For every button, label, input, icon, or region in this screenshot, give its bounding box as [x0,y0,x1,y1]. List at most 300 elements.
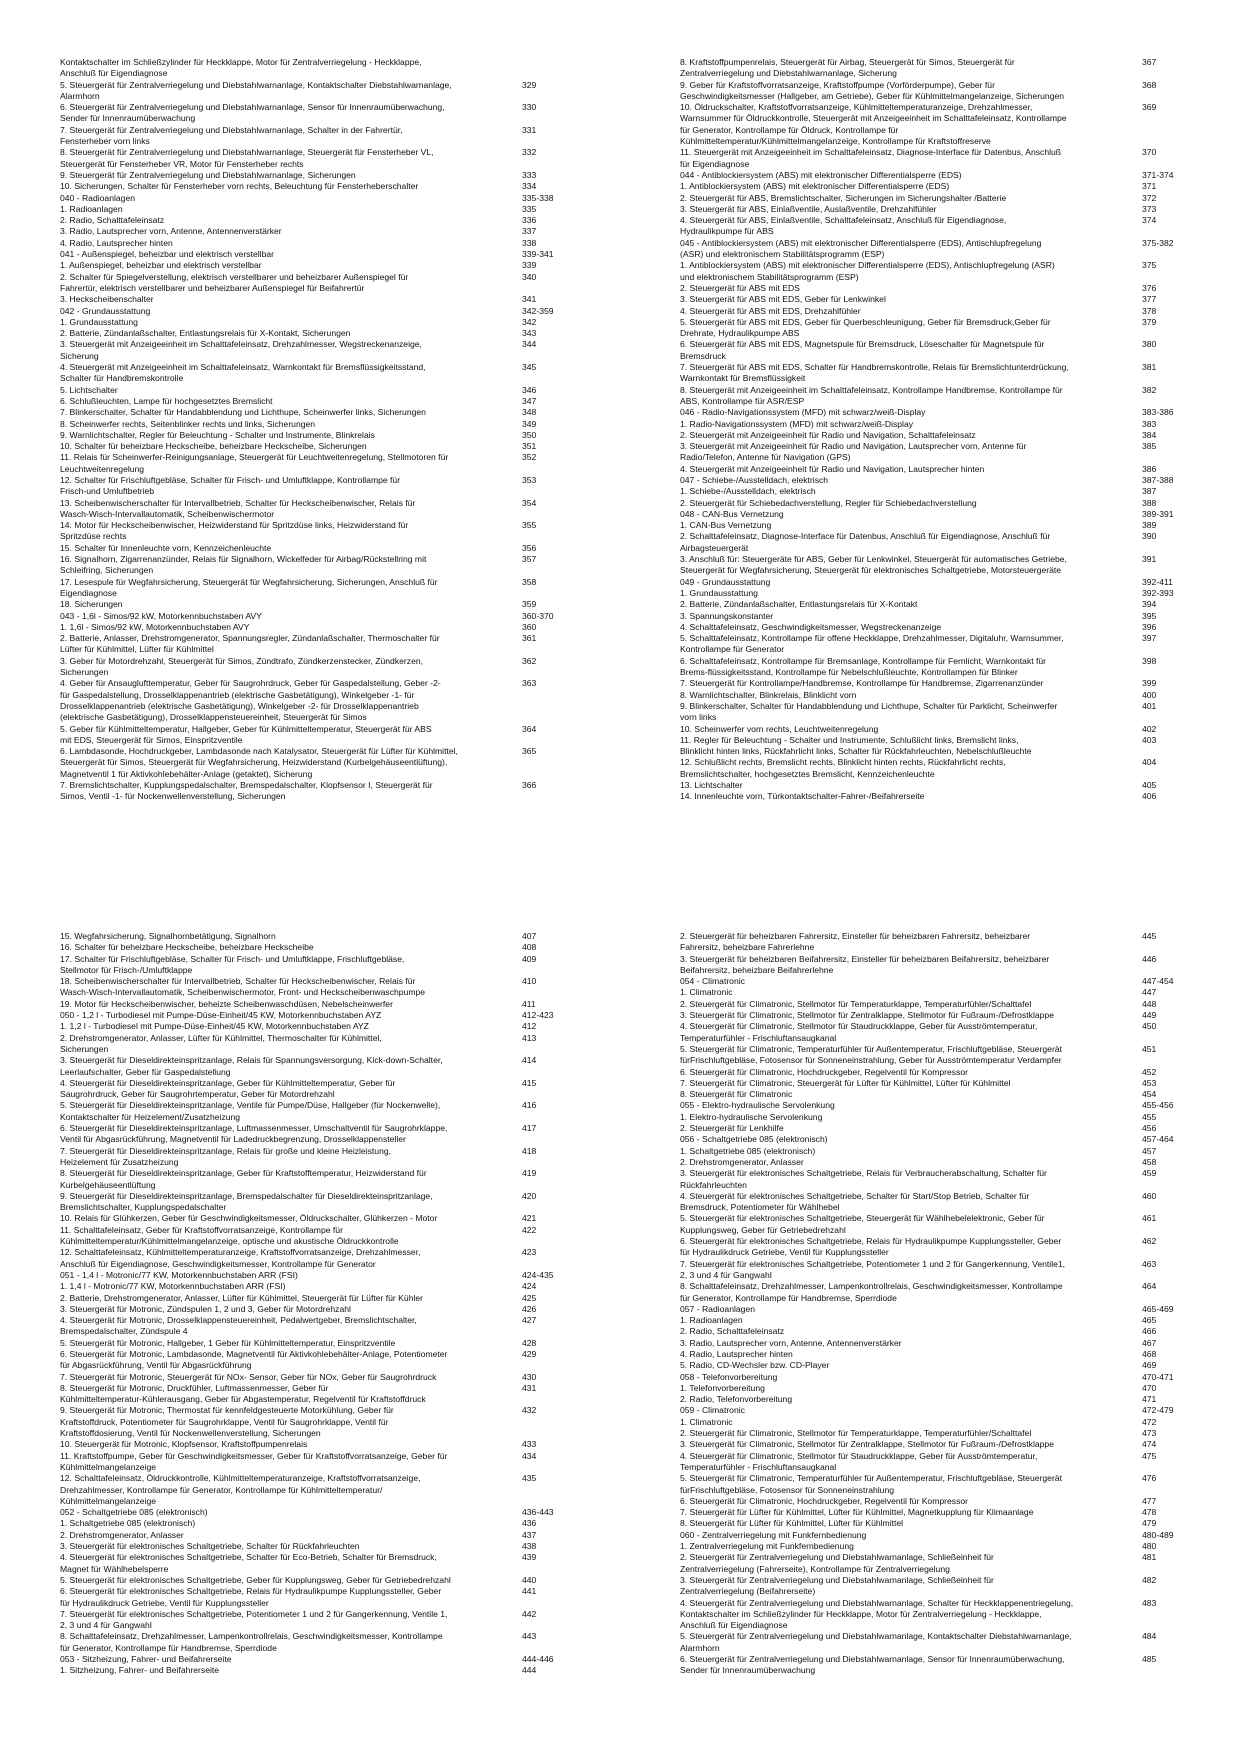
entry-text: 8. Steuergerät für Motronic, Druckfühler, Luftmassenmesser, Geber für Kühlmitteltemperatur-Kühlerausgang, Geber für Abgastemperatur, Regelventil für Kraftstoffdruck [60,1382,426,1405]
index-entry [60,339,570,362]
index-entry [680,1089,1190,1100]
entry-text: 7. Steuergerät für Climatronic, Steuergerät für Lüfter für Kühlmittel, Lüfter für Kühlmittel [680,1077,1011,1088]
entry-text: 11. Steuergerät mit Anzeigeeinheit im Schalttafeleinsatz, Diagnose-Interface für Datenbus, Anschluß für Eigendiagnose [680,147,1062,169]
entry-page-number: 439 [522,1552,537,1563]
index-entry [680,1112,1190,1123]
index-entry [680,1360,1190,1371]
index-entry [680,204,1190,215]
entry-text: 6. Steuergerät für elektronisches Schaltgetriebe, Relais für Hydraulikpumpe Kupplungssteller, Geber für Hydraulikdruck Getriebe, Ventil für Kupplungssteller [60,1586,442,1608]
entry-page-number: 387-388 [1142,474,1174,485]
entry-page-number: 484 [1142,1631,1157,1642]
entry-text: 8. Schalttafeleinsatz, Drehzahlmesser, Lampenkontrollrelais, Geschwindigkeitsmesser, Kontrollampe für Generator, Kontrollampe für Handbremse, Sperrdiode [60,1631,443,1653]
entry-page-number: 374 [1142,215,1157,226]
entry-page-number: 367 [1142,57,1157,67]
index-entry [60,1665,570,1676]
entry-page-number: 339 [522,260,537,271]
entry-page-number: 372 [1142,192,1157,203]
entry-text: 040 - Radioanlagen [60,192,136,203]
index-entry [60,1586,570,1609]
entry-text: 2. Drehstromgenerator, Anlasser [680,1156,804,1167]
index-entry [60,746,570,780]
entry-text: 5. Steuergerät für Climatronic, Temperaturfühler für Außentemperatur, Frischluftgebläse, Steuergerät fürFrischluftgebläse, Fotosensor für Sonneneinstrahlung, Geber für Ausströmtemperatur Verdampfer [680,1043,1062,1066]
index-entry [60,102,570,125]
entry-text: 14. Motor für Heckscheibenwischer, Heizwiderstand für Spritzdüse links, Heizwiderstand für Spritzdüse rechts [60,520,409,542]
entry-text: 1. Sitzheizung, Fahrer- und Beifahrerseite [60,1665,220,1676]
index-entry [60,942,570,953]
entry-text: 041 - Außenspiegel, beheizbar und elektrisch verstellbar [60,249,275,260]
index-entry [680,475,1190,486]
entry-page-number: 347 [522,395,537,406]
index-entry [680,611,1190,622]
entry-page-number: 450 [1142,1021,1157,1032]
entry-text: 050 - 1,2 l - Turbodiesel mit Pumpe-Düse-Einheit/45 KW, Motorkennbuchstaben AYZ [60,1010,382,1021]
index-entry [680,1394,1190,1405]
index-entry [60,1349,570,1372]
index-entry [60,272,570,295]
entry-text: 6. Steuergerät für Zentralverriegelung und Diebstahlwarnanlage, Sensor für Innenraumüberwachung, Sender für Innenraumüberwachung [680,1654,1065,1676]
index-entry [680,577,1190,588]
entry-page-number: 338 [522,237,537,248]
entry-text: 5. Steuergerät für Motronic, Hallgeber, 1 Geber für Kühlmitteltemperatur, Einspritzventile [60,1337,396,1348]
entry-page-number: 368 [1142,79,1157,90]
index-entry [680,1417,1190,1428]
entry-page-number: 371 [1142,181,1157,192]
entry-page-number: 413 [522,1032,537,1043]
entry-text: 2. Steuergerät für Schiebedachverstellung, Regler für Schiebedachverstellung [680,497,977,508]
index-entry [60,543,570,554]
entry-text: 5. Steuergerät für Dieseldirekteinspritzanlage, Ventile für Pumpe/Düse, Hallgeber (für Nockenwelle), Kontaktschalter für Heizelement/Zusatzheizung [60,1100,441,1122]
entry-text: 10. Relais für Glühkerzen, Geber für Geschwindigkeitsmesser, Öldruckschalter, Glühkerzen - Motor [60,1213,438,1224]
entry-page-number: 376 [1142,282,1157,293]
index-entry [60,1507,570,1518]
entry-text: 14. Innenleuchte vorn, Türkontaktschalter-Fahrer-/Beifahrerseite [680,791,925,802]
index-entry [60,1405,570,1439]
entry-page-number: 477 [1142,1495,1157,1506]
entry-page-number: 389 [1142,520,1157,531]
entry-text: 1. Climatronic [680,1416,733,1427]
entry-text: 046 - Radio-Navigationssystem (MFD) mit schwarz/weiß-Display [680,407,926,418]
entry-text: 2. Batterie, Zündanlaßschalter, Entlastungsrelais für X-Kontakt, Sicherungen [60,328,351,339]
index-entry [60,1021,570,1032]
entry-page-number: 358 [522,576,537,587]
entry-page-number: 391 [1142,554,1157,565]
entry-page-number: 408 [522,942,537,953]
entry-page-number: 380 [1142,339,1157,350]
entry-page-number: 464 [1142,1281,1157,1292]
entry-page-number: 331 [522,124,537,135]
entry-page-number: 470 [1142,1382,1157,1393]
entry-text: 3. Steuergerät für Zentralverriegelung und Diebstahlwarnanlage, Schließeinheit für Zentralverriegelung (Beifahrerseite) [680,1574,994,1597]
entry-page-number: 433 [522,1439,537,1450]
entry-text: 3. Steuergerät für Climatronic, Stellmotor für Zentralklappe, Stellmotor für Fußraum-/Defrostklappe [680,1439,1054,1450]
index-entry [680,622,1190,633]
entry-page-number: 373 [1142,203,1157,214]
entry-page-number: 383-386 [1142,407,1174,418]
entry-page-number: 485 [1142,1654,1157,1664]
entry-page-number: 443 [522,1631,537,1642]
entry-page-number: 403 [1142,734,1157,745]
index-entry [680,215,1190,238]
entry-page-number: 416 [522,1100,537,1111]
index-entry [60,215,570,226]
entry-page-number: 467 [1142,1337,1157,1348]
entry-page-number: 459 [1142,1168,1157,1179]
index-entry [680,1067,1190,1078]
entry-text: 13. Lichtschalter [680,780,743,790]
entry-page-number: 476 [1142,1473,1157,1484]
entry-page-number: 412 [522,1021,537,1032]
index-entry [60,622,570,633]
index-entry [60,419,570,430]
index-entry [60,396,570,407]
entry-text: 5. Lichtschalter [60,384,118,395]
entry-text: 18. Sicherungen [60,599,123,610]
entry-page-number: 483 [1142,1597,1157,1608]
entry-page-number: 360 [522,621,537,632]
entry-text: 2. Steuergerät für Zentralverriegelung und Diebstahlwarnanlage, Schließeinheit für Zentralverriegelung (Fahrerseite), Kontrollampe für Zentralverriegelung [680,1552,994,1574]
index-entry [680,306,1190,317]
entry-text: 6. Steuergerät für Climatronic, Hochdruckgeber, Regelventil für Kompressor [680,1495,969,1506]
entry-text: 15. Schalter für Innenleuchte vorn, Kennzeichenleuchte [60,542,272,553]
entry-page-number: 341 [522,294,537,305]
entry-page-number: 359 [522,599,537,610]
entry-page-number: 336 [522,215,537,226]
index-entry [60,1033,570,1056]
entry-text: 4. Steuergerät für ABS mit EDS, Drehzahlfühler [680,305,861,316]
entry-page-number: 460 [1142,1190,1157,1201]
index-entry [680,1405,1190,1416]
entry-page-number: 480-489 [1142,1529,1174,1540]
index-entry [60,294,570,305]
index-entry [680,780,1190,791]
index-entry [680,633,1190,656]
index-entry [680,1530,1190,1541]
entry-text: 5. Steuergerät für Zentralverriegelung und Diebstahlwarnanlage, Kontaktschalter Diebstahlwarnanlage, Alarmhorn [680,1631,1072,1653]
entry-text: 15. Wegfahrsicherung, Signalhornbetätigung, Signalhorn [60,931,276,941]
entry-page-number: 343 [522,328,537,339]
entry-text: 8. Steuergerät mit Anzeigeeinheit im Schalttafeleinsatz, Kontrollampe Handbremse, Kontrollampe für ABS, Kontrollampe für ASR/ESP [680,384,1063,406]
index-entry [60,1247,570,1270]
index-entry [60,999,570,1010]
entry-page-number: 353 [522,474,537,485]
entry-page-number: 362 [522,655,537,666]
entry-text: 7. Steuergerät für elektronisches Schaltgetriebe, Potentiometer 1 und 2 für Gangerkennung, Ventile1, 2, 3 und 4 für Gangwahl [680,1258,1066,1280]
index-entry [680,181,1190,192]
entry-page-number: 445 [1142,931,1157,941]
entry-text: 1. Antiblockiersystem (ABS) mit elektronischer Differentialsperre (EDS), Antischlupfregelung (ASR) und elektronischem Stabilitätsprogramm (ESP) [680,260,1055,282]
index-column-2 [680,57,1190,803]
entry-text: 3. Steuergerät für beheizbaren Beifahrersitz, Einsteller für beheizbaren Beifahrersitz, beheizbarer Beifahrersitz, beheizbare Beifahrerlehne [680,953,1050,975]
index-entry [680,1168,1190,1191]
entry-page-number: 360-370 [522,610,554,621]
index-entry [60,1055,570,1078]
entry-text: 11. Kraftstoffpumpe, Geber für Geschwindigkeitsmesser, Geber für Kraftstoffvorratsanzeige, Geber für Kühlmittelmangelanzeige [60,1450,448,1472]
entry-text: 9. Steuergerät für Motronic, Thermostat für kennfeldgesteuerte Motorkühlung, Geber für Kraftstoffdruck, Potentiometer für Saugrohrklappe, Ventil für Saugrohrklappe, Ventil für Kraftstoffdosierung, Ventil für Nockenwellenverstellung, Sicherungen [60,1405,394,1439]
index-entry [680,1213,1190,1236]
entry-page-number: 400 [1142,689,1157,700]
entry-page-number: 346 [522,384,537,395]
index-entry [60,452,570,475]
entry-text: 2. Steuergerät für Climatronic, Stellmotor für Temperaturklappe, Temperaturfühler/Schalttafel [680,998,1032,1009]
entry-page-number: 396 [1142,621,1157,632]
index-entry [60,1439,570,1450]
index-entry [60,1281,570,1292]
entry-text: 3. Spannungskonstanter [680,610,774,621]
entry-text: 053 - Sitzheizung, Fahrer- und Beifahrerseite [60,1654,232,1664]
index-entry [60,1315,570,1338]
index-entry [680,509,1190,520]
entry-text: 4. Steuergerät für elektronisches Schaltgetriebe, Schalter für Eco-Betrieb, Schalter für Bremsdruck, Magnet für Wählhebelsperre [60,1552,437,1574]
index-entry [680,260,1190,283]
entry-text: 042 - Grundausstattung [60,305,151,316]
index-entry [680,520,1190,531]
entry-text: 1. Antiblockiersystem (ABS) mit elektronischer Differentialsperre (EDS) [680,181,950,192]
index-entry [680,1552,1190,1575]
entry-text: 055 - Elektro-hydraulische Servolenkung [680,1100,835,1111]
entry-page-number: 432 [522,1405,537,1416]
entry-page-number: 429 [522,1348,537,1359]
entry-text: 4. Steuergerät mit Anzeigeeinheit im Schalttafeleinsatz, Warnkontakt für Bremsflüssigkeitsstand, Schalter für Handbremskontrolle [60,362,426,384]
entry-text: 3. Steuergerät für elektronisches Schaltgetriebe, Relais für Verbraucherabschaltung, Schalter für Rückfahrleuchten [680,1168,1047,1190]
entry-text: 2. Steuergerät mit Anzeigeeinheit für Radio und Navigation, Schalttafeleinsatz [680,429,976,440]
index-entry [680,1518,1190,1529]
index-column-1 [60,57,570,803]
entry-text: 7. Steuergerät für Lüfter für Kühlmittel, Lüfter für Kühlmittel, Magnetkupplung für Klimaanlage [680,1507,1034,1518]
index-entry [60,238,570,249]
entry-page-number: 426 [522,1303,537,1314]
entry-text: 6. Steuergerät für Climatronic, Hochdruckgeber, Regelventil für Kompressor [680,1066,969,1077]
index-entry [680,1326,1190,1337]
index-entry [680,701,1190,724]
index-entry [60,328,570,339]
entry-text: 7. Bremslichtschalter, Kupplungspedalschalter, Bremspedalschalter, Klopfsensor I, Steuergerät für Simos, Ventil -1- für Nockenwellenverstellung, Sicherungen [60,780,433,802]
entry-text: 3. Radio, Lautsprecher vorn, Antenne, Antennenverstärker [60,226,282,237]
index-entry [680,1383,1190,1394]
entry-text: 6. Steuergerät für elektronisches Schaltgetriebe, Relais für Hydraulikpumpe Kupplungssteller, Geber für Hydraulikdruck Getriebe, Ventil für Kupplungssteller [680,1236,1062,1258]
entry-text: 10. Scheinwerfer vorn rechts, Leuchtweitenregelung [680,723,879,734]
entry-text: 12. Schalter für Frischluftgebläse, Schalter für Frisch- und Umluftklappe, Kontrollampe für Frisch-und Umluftbetrieb [60,474,401,497]
entry-page-number: 444-446 [522,1654,554,1664]
index-entry [680,498,1190,509]
entry-text: 1. Außenspiegel, beheizbar und elektrisch verstellbar [60,260,262,271]
entry-text: 2. Radio, Schalttafeleinsatz [60,215,165,226]
entry-page-number: 436 [522,1518,537,1529]
entry-page-number: 352 [522,452,537,463]
index-entry [60,1383,570,1406]
entry-text: 2. Steuergerät für ABS, Bremslichtschalter, Sicherungen im Sicherungshalter /Batterie [680,192,1007,203]
index-entry [60,633,570,656]
entry-page-number: 350 [522,429,537,440]
index-entry [60,954,570,977]
entry-text: 6. Steuergerät für ABS mit EDS, Magnetspule für Bremsdruck, Löseschalter für Magnetspule für Bremsdruck [680,339,1045,361]
entry-page-number: 465-469 [1142,1303,1174,1314]
entry-text: 052 - Schaltgetriebe 085 (elektronisch) [60,1507,208,1518]
entry-text: 3. Steuergerät mit Anzeigeeinheit im Schalttafeleinsatz, Drehzahlmesser, Wegstreckenanzeige, Sicherung [60,339,422,361]
entry-page-number: 480 [1142,1541,1157,1552]
index-entry [60,656,570,679]
index-entry [60,1530,570,1541]
entry-text: 3. Steuergerät für ABS, Einlaßventile, Auslaßventile, Drehzahlfühler [680,203,937,214]
entry-page-number: 371-374 [1142,169,1174,180]
entry-page-number: 378 [1142,305,1157,316]
entry-page-number: 381 [1142,362,1157,373]
entry-page-number: 457-464 [1142,1134,1174,1145]
entry-text: 6. Steuergerät für Zentralverriegelung und Diebstahlwarnanlage, Sensor für Innenraumüberwachung, Sender für Innenraumüberwachung [60,102,445,124]
entry-page-number: 390 [1142,531,1157,542]
index-entry [680,954,1190,977]
entry-text: 057 - Radioanlagen [680,1303,756,1314]
index-entry [60,1575,570,1586]
entry-page-number: 481 [1142,1552,1157,1563]
entry-text: 1. Grundausstattung [60,316,138,327]
entry-text: 5. Steuergerät für elektronisches Schaltgetriebe, Steuergerät für Wählhebelelektronic, Geber für Kupplungsweg, Geber für Getriebedrehzahl [680,1213,1045,1235]
entry-page-number: 469 [1142,1360,1157,1371]
index-entry [680,724,1190,735]
index-entry [60,385,570,396]
entry-page-number: 475 [1142,1450,1157,1461]
entry-text: 11. Regler für Beleuchtung - Schalter und Instrumente, Schlußlicht links, Bremslicht links, Blinklicht hinten links, Rückfahrlicht links, Schalter für Rückfahrleuchten, Nebelschlußleuchte [680,734,1032,757]
index-entry [60,1552,570,1575]
entry-text: 4. Schalttafeleinsatz, Geschwindigkeitsmesser, Wegstreckenanzeige [680,621,942,632]
index-entry [60,678,570,723]
entry-text: 2. Steuergerät für beheizbaren Fahrersitz, Einsteller für beheizbaren Fahrersitz, beheizbarer Fahrersitz, beheizbare Fahrerlehne [680,931,1031,953]
entry-page-number: 334 [522,181,537,192]
entry-text: 2. Radio, Schalttafeleinsatz [680,1326,785,1337]
entry-text: 043 - 1,6l - Simos/92 kW, Motorkennbuchstaben AVY [60,610,262,621]
entry-page-number: 401 [1142,700,1157,711]
index-entry [60,498,570,521]
entry-text: 047 - Schiebe-/Ausstelldach, elektrisch [680,474,829,485]
entry-page-number: 395 [1142,610,1157,621]
entry-text: 6. Schlußleuchten, Lampe für hochgesetztes Bremslicht [60,395,273,406]
entry-text: 048 - CAN-Bus Vernetzung [680,508,784,519]
index-entry [60,554,570,577]
entry-text: 1. Telefonvorbereitung [680,1382,765,1393]
entry-page-number: 444 [522,1665,537,1676]
entry-text: 054 - Climatronic [680,976,745,987]
entry-page-number: 342-359 [522,305,554,316]
entry-text: 5. Steuergerät für elektronisches Schaltgetriebe, Geber für Kupplungsweg, Geber für Getriebedrehzahl [60,1574,451,1585]
entry-text: 4. Steuergerät für ABS, Einlaßventile, Schalttafeleinsatz, Anschluß für Eigendiagnose, Hydraulikpumpe für ABS [680,215,1007,237]
entry-text: 2. Radio, Telefonvorbereitung [680,1394,793,1405]
entry-text: 051 - 1,4 l - Motronic/77 KW, Motorkennbuchstaben ARR (FSI) [60,1269,298,1280]
entry-page-number: 406 [1142,791,1157,802]
entry-text: 045 - Antiblockiersystem (ABS) mit elektronischer Differentialsperre (EDS), Antischlupfregelung (ASR) und elektronischem Stabilitätsprogramm (ESP) [680,237,1042,260]
index-entry [680,1146,1190,1157]
entry-text: 7. Steuergerät für ABS mit EDS, Schalter für Handbremskontrolle, Relais für Bremslichtunterdrückung, Warnkontakt für Bremsflüssigkeit [680,362,1069,384]
entry-page-number: 375 [1142,260,1157,271]
entry-text: 2. Drehstromgenerator, Anlasser [60,1529,184,1540]
entry-page-number: 482 [1142,1574,1157,1585]
entry-text: 1. Radioanlagen [60,203,123,214]
index-entry [680,987,1190,998]
entry-page-number: 430 [522,1371,537,1382]
entry-text: 8. Warnlichtschalter, Blinkrelais, Blinklicht vorn [680,689,857,700]
entry-text: 2. Schalttafeleinsatz, Diagnose-Interface für Datenbus, Anschluß für Eigendiagnose, Anschluß für Airbagsteuergerät [680,531,1051,553]
index-entry [680,1598,1190,1632]
entry-text: 3. Steuergerät für elektronisches Schaltgetriebe, Schalter für Rückfahrleuchten [60,1541,360,1552]
entry-text: 1. Elektro-hydraulische Servolenkung [680,1111,823,1122]
entry-text: 2. Steuergerät für ABS mit EDS [680,282,800,293]
index-entry [680,1575,1190,1598]
index-entry [680,1338,1190,1349]
entry-text: 044 - Antiblockiersystem (ABS) mit elektronischer Differentialsperre (EDS) [680,169,962,180]
index-entry [680,1078,1190,1089]
entry-text: 8. Steuergerät für Lüfter für Kühlmittel, Lüfter für Kühlmittel [680,1518,904,1529]
entry-page-number: 456 [1142,1123,1157,1134]
index-entry [680,588,1190,599]
entry-page-number: 377 [1142,294,1157,305]
index-entry [680,385,1190,408]
entry-page-number: 412-423 [522,1010,554,1021]
entry-text: 8. Schalttafeleinsatz, Drehzahlmesser, Lampenkontrollrelais, Geschwindigkeitsmesser, Kontrollampe für Generator, Kontrollampe für Handbremse, Sperrdiode [680,1281,1063,1303]
index-entry [60,599,570,610]
entry-text: 1. 1,2 l - Turbodiesel mit Pumpe-Düse-Einheit/45 KW, Motorkennbuchstaben AYZ [60,1021,369,1032]
index-entry [680,656,1190,679]
entry-text: 3. Steuergerät für ABS mit EDS, Geber für Lenkwinkel [680,294,886,305]
entry-text: 5. Steuergerät für Climatronic, Temperaturfühler für Außentemperatur, Frischluftgebläse, Steuergerät fürFrischluftgebläse, Fotosensor für Sonneneinstrahlung [680,1473,1062,1495]
entry-text: 9. Steuergerät für Zentralverriegelung und Diebstahlwarnanlage, Sicherungen [60,169,356,180]
index-entry [60,306,570,317]
entry-page-number: 466 [1142,1326,1157,1337]
entry-page-number: 355 [522,520,537,531]
entry-page-number: 340 [522,271,537,282]
entry-page-number: 369 [1142,102,1157,113]
entry-page-number: 452 [1142,1066,1157,1077]
index-entry [680,283,1190,294]
entry-page-number: 407 [522,931,537,941]
entry-page-number: 478 [1142,1507,1157,1518]
entry-page-number: 453 [1142,1077,1157,1088]
entry-page-number: 448 [1142,998,1157,1009]
entry-page-number: 411 [522,998,536,1009]
entry-page-number: 424 [522,1281,537,1292]
index-entry [680,430,1190,441]
entry-page-number: 461 [1142,1213,1157,1224]
entry-text: 5. Geber für Kühlmitteltemperatur, Hallgeber, Geber für Kühlmitteltemperatur, Steuergerät für ABS mit EDS, Steuergerät für Simos, Einspritzventile [60,723,432,745]
entry-text: 2. Steuergerät für Climatronic, Stellmotor für Temperaturklappe, Temperaturfühler/Schalttafel [680,1428,1032,1439]
entry-text: 19. Motor für Heckscheibenwischer, beheizte Scheibenwaschdüsen, Nebelscheinwerfer [60,998,393,1009]
entry-text: 3. Radio, Lautsprecher vorn, Antenne, Antennenverstärker [680,1337,902,1348]
index-entry [680,193,1190,204]
entry-page-number: 455-456 [1142,1100,1174,1111]
entry-text: 049 - Grundausstattung [680,576,771,587]
index-entry [680,1236,1190,1259]
index-entry [60,931,570,942]
entry-page-number: 458 [1142,1156,1157,1167]
index-entry [60,170,570,181]
index-entry [60,577,570,600]
entry-text: 5. Steuergerät für ABS mit EDS, Geber für Querbeschleunigung, Geber für Bremsdruck,Geber für Drehrate, Hydraulikpumpe ABS [680,316,1051,339]
entry-page-number: 345 [522,362,537,373]
entry-text: 8. Scheinwerfer rechts, Seitenblinker rechts und links, Sicherungen [60,418,316,429]
entry-page-number: 437 [522,1529,537,1540]
entry-page-number: 446 [1142,953,1157,964]
index-entry [60,1473,570,1507]
entry-page-number: 361 [522,633,537,644]
entry-page-number: 364 [522,723,537,734]
entry-page-number: 438 [522,1541,537,1552]
entry-page-number: 419 [522,1168,537,1179]
entry-page-number: 389-391 [1142,508,1174,519]
index-entry [60,362,570,385]
entry-page-number: 421 [522,1213,537,1224]
index-entry [60,147,570,170]
entry-text: 8. Kraftstoffpumpenrelais, Steuergerät für Airbag, Steuergerät für Simos, Steuergerät für Zentralverriegelung und Diebstahlwarnanlage, Sicherung [680,57,1015,79]
index-entry [60,57,570,80]
index-entry [60,611,570,622]
entry-text: 1. Grundausstattung [680,587,758,598]
